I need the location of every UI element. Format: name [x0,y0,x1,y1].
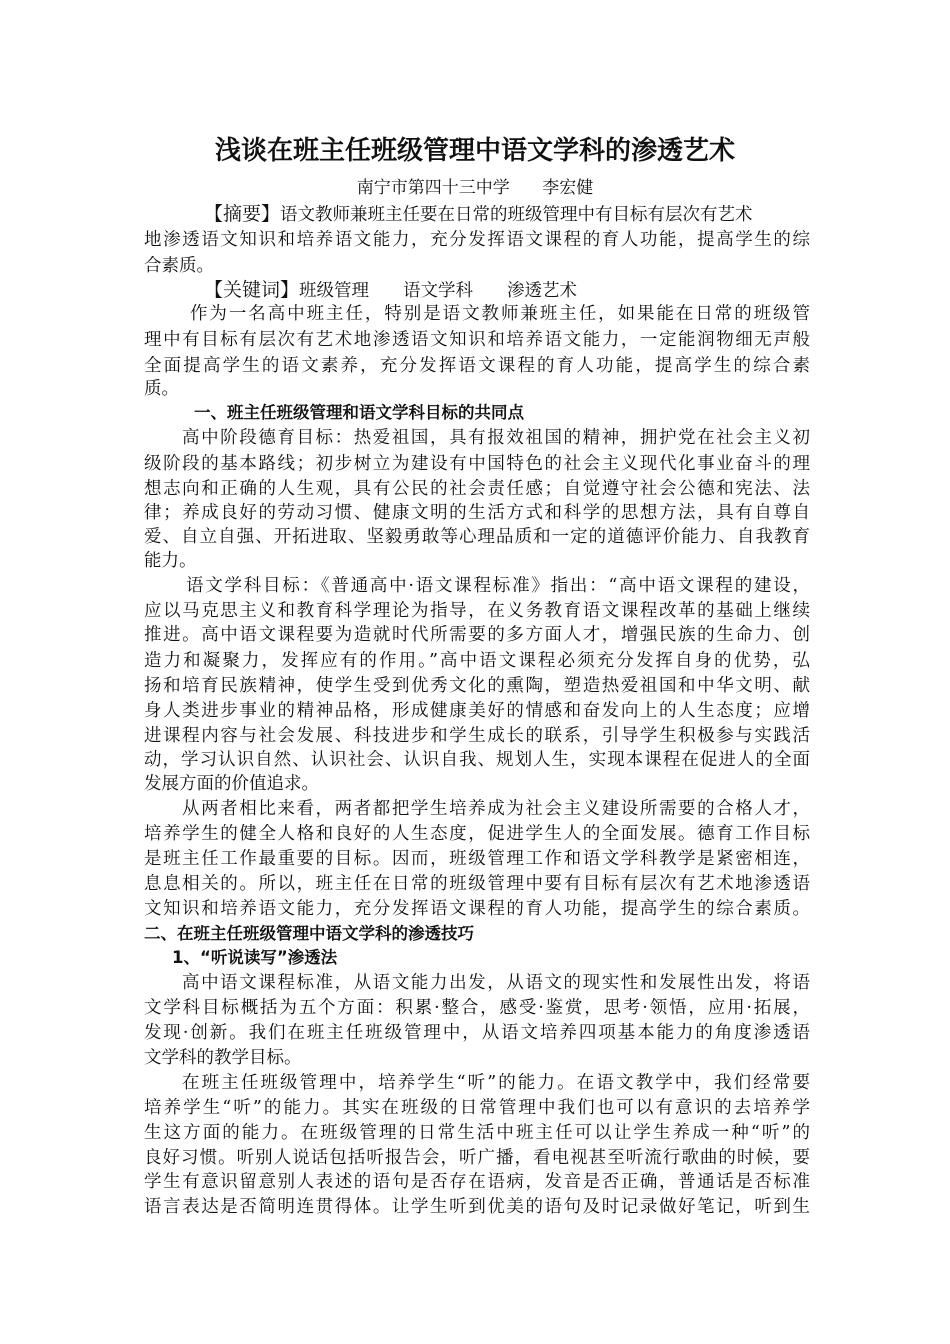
body-line: 想志向和正确的人生观，具有公民的社会责任感；自觉遵守社会公德和宪法、法 [144,479,810,499]
body-line: 动，学习认识自然、认识社会、认识自我、规划人生，实现本课程在促进人的全面 [144,750,810,770]
body-line: 应以马克思主义和教育科学理论为指导，在义务教育语文课程改革的基础上继续 [144,601,810,621]
body-line: 发现·创新。我们在班主任班级管理中，从语文培养四项基本能力的角度渗透语 [144,1023,810,1043]
body-line: 高中阶段德育目标：热爱祖国，具有报效祖国的精神，拥护党在社会主义初 [182,428,810,448]
body-line: 高中语文课程标准，从语文能力出发，从语文的现实性和发展性出发，将语 [182,973,810,993]
author-line: 南宁市第四十三中学 李宏健 [356,178,594,198]
body-line: 爱、自立自强、开拓进取、坚毅勇敢等心理品质和一定的道德评价能力、自我教育 [144,527,810,547]
body-line: 全面提高学生的语文素养，充分发挥语文课程的育人功能，提高学生的综合素 [144,356,810,376]
body-line: 发展方面的价值追求。 [144,774,319,794]
body-line: 培养学生的健全人格和良好的人生态度，促进学生人的全面发展。德育工作目标 [144,824,810,844]
body-line: 扬和培育民族精神，使学生受到优秀文化的熏陶，塑造热爱祖国和中华文明、献 [144,676,810,696]
body-line: 身人类进步事业的精神品格，形成健康美好的情感和奋发向上的人生态度；应增 [144,701,810,721]
body-line: 级阶段的基本路线；初步树立为建设有中国特色的社会主义现代化事业奋斗的理 [144,454,810,474]
body-line: 进课程内容与社会发展、科技进步和学生成长的联系，引导学生积极参与实践活 [144,726,810,746]
body-line: 息息相关的。所以，班主任在日常的班级管理中要有目标有层次有艺术地渗透语 [144,874,810,894]
abstract-label: 【摘要】 [204,203,281,225]
subsection-heading-1: 1、“听说读写”渗透法 [172,948,338,967]
body-line: 从两者相比来看，两者都把学生培养成为社会主义建设所需要的合格人才， [182,799,810,819]
body-line: 文知识和培养语文能力，充分发挥语文课程的育人功能，提高学生的综合素质。 [144,899,810,919]
body-line: 推进。高中语文课程要为造就时代所需要的多方面人才，增强民族的生命力、创 [144,625,810,645]
keywords-label: 【关键词】 [204,279,300,301]
body-line: 在班主任班级管理中，培养学生“听”的能力。在语文教学中，我们经常要 [182,1073,810,1093]
document-title: 浅谈在班主任班级管理中语文学科的渗透艺术 [214,136,735,166]
abstract-line-2: 地渗透语文知识和培养语文能力，充分发挥语文课程的育人功能，提高学生的综 [144,230,810,250]
abstract-text-1: 语文教师兼班主任要在日常的班级管理中有目标有层次有艺术 [280,205,753,225]
body-line: 学生有意识留意别人表述的语句是否存在语病，发音是否正确，普通话是否标准 [144,1172,810,1192]
body-line: 质。 [144,379,179,399]
body-line: 文学科的教学目标。 [144,1048,302,1068]
keyword-1: 班级管理 [299,281,370,301]
abstract-line-1 [144,201,810,228]
section-heading-2: 二、在班主任班级管理中语文学科的渗透技巧 [144,924,474,943]
body-line: 良好习惯。听别人说话包括听报告会，听广播，看电视甚至听流行歌曲的时候，要 [144,1148,810,1168]
body-line: 作为一名高中班主任，特别是语文教师兼班主任，如果能在日常的班级管 [190,304,810,324]
body-line: 培养学生“听”的能力。其实在班级的日常管理中我们也可以有意识的去培养学 [144,1098,810,1118]
section-heading-1: 一、班主任班级管理和语文学科目标的共同点 [194,403,524,422]
body-line: 造力和凝聚力，发挥应有的作用。”高中语文课程必须充分发挥自身的优势，弘 [144,651,810,671]
body-line: 能力。 [144,551,197,571]
body-line: 是班主任工作最重要的目标。因而，班级管理工作和语文学科教学是紧密相连， [144,849,810,869]
body-line: 律；养成良好的劳动习惯、健康文明的生活方式和科学的思想方法，具有自尊自 [144,503,810,523]
keywords-line [144,277,810,304]
body-line: 语文学科目标：《普通高中·语文课程标准》指出：“高中语文课程的建设， [186,576,810,596]
body-line: 理中有目标有层次有艺术地渗透语文知识和培养语文能力，一定能润物细无声般 [144,330,810,350]
keyword-2: 语文学科 [403,281,474,301]
body-line: 文学科目标概括为五个方面：积累·整合，感受·鉴赏，思考·领悟，应用·拓展， [144,998,810,1018]
keyword-3: 渗透艺术 [507,281,578,301]
abstract-line-3: 合素质。 [144,256,214,276]
body-line: 生这方面的能力。在班级管理的日常生活中班主任可以让学生养成一种“听”的 [144,1123,810,1143]
body-line: 语言表达是否简明连贯得体。让学生听到优美的语句及时记录做好笔记，听到生 [144,1197,810,1217]
